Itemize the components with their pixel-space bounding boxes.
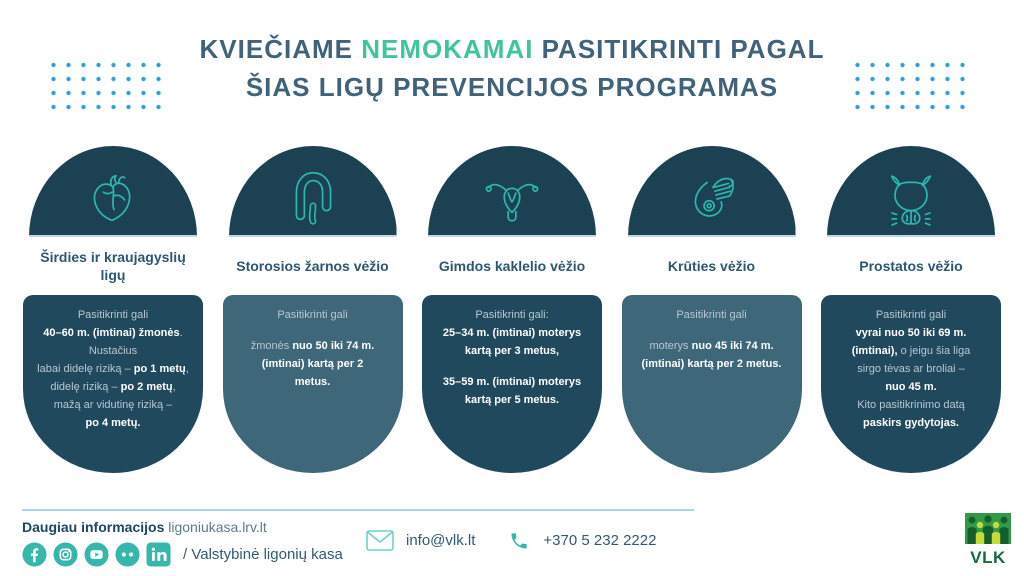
more-info-label: Daugiau informacijos xyxy=(22,519,165,535)
program-card xyxy=(422,295,602,473)
footer-contacts xyxy=(366,530,656,551)
card-text-line: Pasitikrinti gali xyxy=(875,309,947,321)
card-text-line: Nustačius xyxy=(88,345,138,357)
footer-divider xyxy=(22,509,694,511)
vlk-logo-text: VLK xyxy=(970,548,1006,567)
card-text-line: 25–34 m. (imtinai) moterys xyxy=(442,327,582,339)
card-text-line: sirgo tėvas ar broliai – xyxy=(857,363,965,375)
card-text-line: po 4 metų. xyxy=(85,417,141,429)
card-text-line: Pasitikrinti gali: xyxy=(475,309,549,321)
card-gap xyxy=(426,360,598,373)
program-column xyxy=(818,146,1004,473)
card-text-line: 40–60 m. (imtinai) žmonės. xyxy=(43,327,183,339)
program-title: Prostatos vėžio xyxy=(859,258,963,274)
card-text-line: 35–59 m. (imtinai) moterys xyxy=(442,376,582,388)
card-text-line: kartą per 3 metus, xyxy=(464,345,560,357)
youtube-icon[interactable] xyxy=(84,542,109,567)
title-pre: KVIEČIAME xyxy=(199,34,362,64)
title-highlight: NEMOKAMAI xyxy=(361,34,534,64)
program-title: Širdies ir kraujagyslių ligų xyxy=(40,249,186,283)
more-info-line xyxy=(22,519,343,535)
page-title-line2: ŠIAS LIGŲ PREVENCIJOS PROGRAMAS xyxy=(245,72,779,102)
program-title: Krūties vėžio xyxy=(667,258,756,274)
program-dome xyxy=(29,146,197,237)
program-dome xyxy=(628,146,796,237)
card-text-line: Pasitikrinti gali xyxy=(277,309,348,321)
colon-icon xyxy=(282,167,344,229)
card-text-line: nuo 45 m. xyxy=(885,381,937,393)
card-text-line: metus. xyxy=(294,376,331,388)
card-gap xyxy=(227,324,399,337)
heart-icon xyxy=(82,167,144,229)
flickr-icon[interactable] xyxy=(115,542,140,567)
vlk-logo-icon xyxy=(965,513,1011,544)
program-card xyxy=(223,295,403,473)
card-text-line: (imtinai), o jeigu šia liga xyxy=(851,345,971,357)
card-text-line: (imtinai) kartą per 2 xyxy=(261,358,364,370)
card-text-line: Kito pasitikrinimo datą xyxy=(857,399,965,411)
card-text-line: Pasitikrinti gali xyxy=(77,309,149,321)
uterus-icon xyxy=(481,167,543,229)
account-name: / Valstybinė ligonių kasa xyxy=(183,546,343,563)
breast-exam-icon xyxy=(681,167,743,229)
page-title-line1 xyxy=(0,30,1024,68)
card-text-line: vyrai nuo 50 iki 69 m. xyxy=(855,327,967,339)
card-text-line: (imtinai) kartą per 2 metus. xyxy=(641,358,782,370)
card-text-line: moterys nuo 45 iki 74 m. xyxy=(649,340,774,352)
phone-icon xyxy=(509,531,529,551)
program-dome xyxy=(428,146,596,237)
prostate-icon xyxy=(880,167,942,229)
facebook-icon[interactable] xyxy=(22,542,47,567)
program-columns xyxy=(20,146,1004,473)
program-column xyxy=(419,146,605,473)
program-column xyxy=(220,146,406,473)
card-text-line: paskirs gydytojas. xyxy=(863,417,959,429)
card-gap xyxy=(626,324,798,337)
envelope-icon xyxy=(366,530,394,551)
social-icons xyxy=(22,542,177,567)
program-column xyxy=(20,146,206,473)
social-row xyxy=(22,542,343,567)
program-dome xyxy=(229,146,397,237)
card-text-line: labai didelę riziką – po 1 metų, xyxy=(37,363,189,375)
page-title xyxy=(0,30,1024,106)
program-title: Gimdos kaklelio vėžio xyxy=(438,258,586,274)
program-column xyxy=(619,146,805,473)
title-post: PASITIKRINTI PAGAL xyxy=(533,34,825,64)
phone-link[interactable]: +370 5 232 2222 xyxy=(543,532,657,549)
linkedin-icon[interactable] xyxy=(146,542,171,567)
card-text-line: didelę riziką – po 2 metų, xyxy=(50,381,176,393)
card-text-line: Pasitikrinti gali xyxy=(676,309,747,321)
program-dome xyxy=(827,146,995,237)
footer-info xyxy=(22,519,343,567)
website-link[interactable]: ligoniukasa.lrv.lt xyxy=(168,519,267,535)
card-text-line: žmonės nuo 50 iki 74 m. xyxy=(250,340,375,352)
card-text-line: mažą ar vidutinę riziką – xyxy=(53,399,173,411)
program-card xyxy=(821,295,1001,473)
card-text-line: kartą per 5 metus. xyxy=(464,394,560,406)
instagram-icon[interactable] xyxy=(53,542,78,567)
program-title: Storosios žarnos vėžio xyxy=(236,258,389,274)
program-card xyxy=(23,295,203,473)
email-link[interactable]: info@vlk.lt xyxy=(406,532,476,549)
program-card xyxy=(622,295,802,473)
vlk-logo xyxy=(962,513,1014,567)
